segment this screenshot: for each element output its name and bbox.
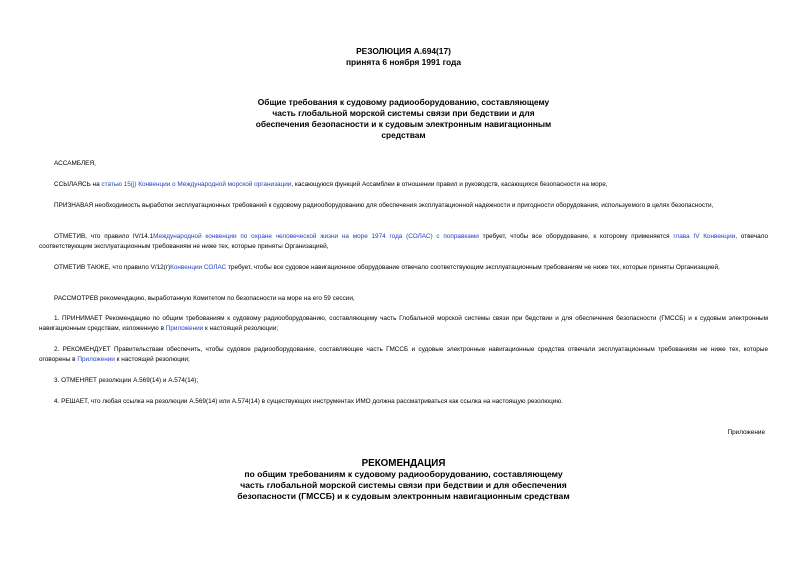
- paragraph-text: 2. РЕКОМЕНДУЕТ Правительствам обеспечить, чтобы судовое радиооборудование, составляющее часть ГМССБ и судовые электронные навигационные средства отвечали эксплуатационным требованиям не ниже тех, которые оговорены в: [39, 346, 768, 363]
- recommendation-line: по общим требованиям к судовому радиооборудованию, составляющему: [244, 469, 563, 479]
- title-line: обеспечения безопасности и к судовым электронным навигационным: [255, 119, 552, 129]
- paragraph-text: АССАМБЛЕЯ,: [54, 160, 96, 167]
- paragraph-recommends: [39, 345, 768, 364]
- adoption-date: принята 6 ноября 1991 года: [346, 57, 461, 67]
- solas-convention-link[interactable]: Международной конвенции по охране человеческой жизни на море 1974 года (СОЛАС) с поправками: [153, 233, 479, 240]
- paragraph-noting: [39, 232, 768, 251]
- document-title: [0, 97, 807, 141]
- solas-link[interactable]: Конвенции СОЛАС: [170, 264, 227, 271]
- paragraph-assembly: [39, 159, 768, 169]
- paragraph-text: требует, чтобы все оборудование, к которому применяется: [478, 233, 674, 240]
- title-line: средствам: [381, 130, 426, 140]
- appendix-link[interactable]: Приложении: [165, 324, 204, 332]
- paragraph-recognizing: [39, 201, 768, 211]
- resolution-number: РЕЗОЛЮЦИЯ А.694(17): [356, 46, 451, 56]
- convention-link[interactable]: статью 15(j) Конвенции о Международной морской организации: [101, 181, 292, 188]
- paragraph-text: , касающуюся функций Ассамблеи в отношении правил и руководств, касающихся безопасности на море,: [291, 181, 608, 188]
- paragraph-decides: [39, 397, 768, 407]
- paragraph-text: ОТМЕТИВ ТАКЖЕ, что правило V/12(r): [54, 264, 171, 271]
- title-line: Общие требования к судовому радиооборудованию, составляющему: [257, 97, 550, 107]
- paragraph-having-considered: [39, 294, 768, 304]
- paragraph-text: к настоящей резолюции;: [114, 355, 190, 363]
- recommendation-line: часть глобальной морской системы связи при бедствии и для обеспечения: [240, 480, 567, 490]
- paragraph-text: 1. ПРИНИМАЕТ Рекомендацию по общим требованиям к судовому радиооборудованию, составляющему часть Глобальной морской системы связи при бедствии и для обеспечения безопасности (ГМССБ) и к судовым электронным навигационным средствам, изложенную в: [39, 315, 768, 332]
- recommendation-title: [0, 458, 807, 502]
- appendix-label: Приложение: [727, 429, 765, 436]
- paragraph-adopts: [39, 314, 768, 333]
- paragraph-text: РАССМОТРЕВ рекомендацию, выработанную Комитетом по безопасности на море на его 59 сессии,: [54, 295, 355, 302]
- recommendation-heading: РЕКОМЕНДАЦИЯ: [361, 458, 446, 469]
- paragraph-text: ССЫЛАЯСЬ на: [54, 181, 102, 188]
- paragraph-text: ПРИЗНАВАЯ необходимость выработки эксплуатационных требований к судовому радиооборудованию для обеспечения эксплуатационной надежности и пригодности оборудования, используемого в целях безопасности,: [54, 202, 714, 209]
- title-line: часть глобальной морской системы связи при бедствии и для: [272, 108, 535, 118]
- paragraph-text: требует, чтобы все судовое навигационное оборудование отвечало соответствующим эксплуатационным требованиям не ниже тех, которые приняты Организацией,: [226, 264, 720, 271]
- appendix-link[interactable]: Приложении: [77, 355, 115, 363]
- resolution-header: [0, 46, 807, 68]
- paragraph-text: ОТМЕТИВ, что правило IV/14.1: [54, 233, 154, 240]
- paragraph-revokes: [39, 376, 768, 386]
- paragraph-noting-also: [39, 263, 768, 273]
- paragraph-text: 3. ОТМЕНЯЕТ резолюции А.569(14) и А.574(14);: [54, 377, 199, 384]
- paragraph-referring: [39, 180, 768, 190]
- paragraph-text: 4. РЕШАЕТ, что любая ссылка на резолюции А.569(14) или А.574(14) в существующих инструментах ИМО должна рассматриваться как ссылка на настоящую резолюцию.: [54, 398, 563, 405]
- paragraph-text: к настоящей резолюции;: [203, 324, 279, 332]
- recommendation-line: безопасности (ГМССБ) и к судовым электронным навигационным средствам: [237, 491, 570, 501]
- paragraph-text: , отвечало соответствующим эксплуатационным требованиям не ниже тех, которые приняты Организацией,: [39, 233, 769, 250]
- chapter-iv-link[interactable]: глава IV Конвенции: [673, 233, 736, 240]
